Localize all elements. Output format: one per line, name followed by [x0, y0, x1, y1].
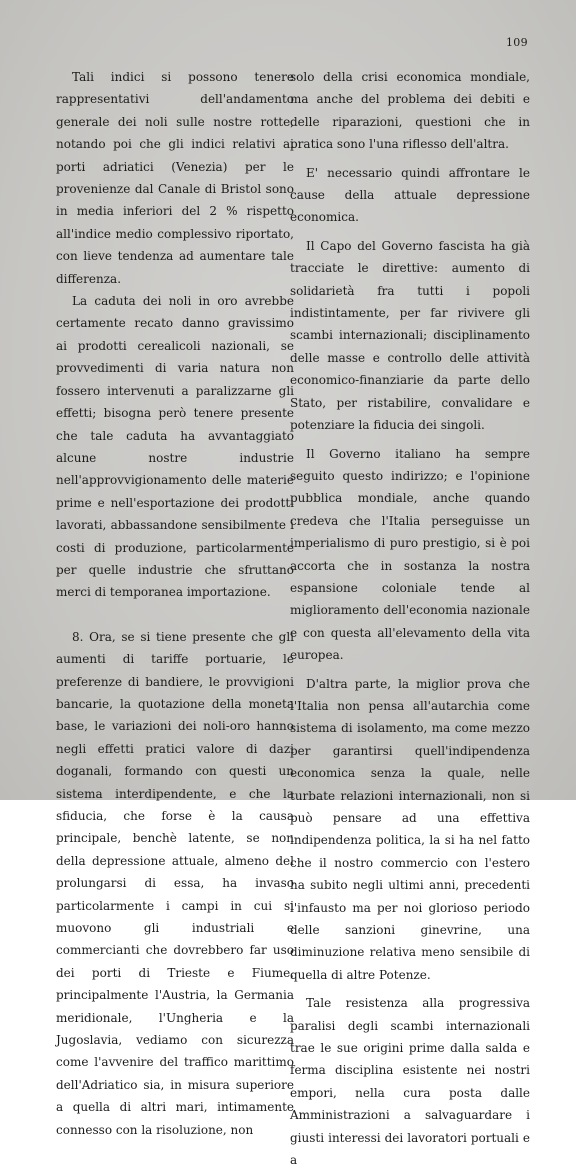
paragraph: Tale resistenza alla progressiva paralisi degli scambi internazionali trae le sue origini prime dalla salda e ferma disciplina esistente nei nostri empori, nella cura posta dalle Amministrazioni a salvaguardare i giusti interessi dei lavoratori portuali e a: [290, 996, 530, 1168]
paragraph: La caduta dei noli in oro avrebbe certamente recato danno gravissimo ai prodotti cerealicoli nazionali, se provvedimenti di varia natura non fossero intervenuti a paralizzarne gli effetti; bisogna però tenere presente che tale caduta ha avvantaggiato alcune nostre industrie nell'approvvigionamento delle materie prime e nell'esportazione dei prodotti lavorati, abbassandone sensibilmente i costi di produzione, particolarmente per quelle industrie che sfruttano merci di temporanea importazione.: [56, 294, 294, 600]
section-8-paragraph: 8. Ora, se si tiene presente che gli aumenti di tariffe portuarie, le preferenze di bandiere, le provvigioni bancarie, la quotazione della moneta base, le variazioni dei noli-oro hanno negli effetti pratici valore di dazi doganali, formando con questi un sistema interdipendente, e che la sfiducia, che forse è la causa principale, benchè latente, se non della depressione attuale, almeno del prolungarsi di essa, ha invaso particolarmente i campi in cui si muovono gli industriali e commercianti che dovrebbero far uso dei porti di Trieste e Fiume, principalmente l'Austria, la Germania meridionale, l'Ungheria e la Jugoslavia, vediamo con sicurezza come l'avvenire del traffico marittimo dell'Adriatico sia, in misura superiore a quella di altri mari, intimamente connesso con la risoluzione, non: [56, 629, 294, 1137]
paragraph: E' necessario quindi affrontare le cause della attuale depressione economica.: [290, 165, 530, 225]
page-number: 109: [506, 36, 528, 49]
paragraph: D'altra parte, la miglior prova che l'Italia non pensa all'autarchia come sistema di isolamento, ma come mezzo per garantirsi quell'indipendenza economica senza la quale, nelle turbate relazioni internazionali, non si può pensare ad una effettiva indipendenza politica, la si ha nel fatto che il nostro commercio con l'estero ha subito negli ultimi anni, precedenti l'infausto ma per noi glorioso periodo delle sanzioni ginevrine, una diminuzione relativa meno sensibile di quella di altre Potenze.: [290, 676, 530, 982]
right-text-column: [290, 66, 530, 1172]
paragraph: Il Capo del Governo fascista ha già tracciate le direttive: aumento di solidarietà fra tutti i popoli indistintamente, per far rivivere gli scambi internazionali; disciplinamento delle masse e controllo delle attività economico-finanziarie da parte dello Stato, per ristabilire, convalidare e potenziare la fiducia dei singoli.: [290, 238, 530, 433]
left-text-column: [56, 66, 294, 1141]
paragraph: Il Governo italiano ha sempre seguito questo indirizzo; e l'opinione pubblica mondiale, anche quando credeva che l'Italia perseguisse un imperialismo di puro prestigio, si è poi accorta che in sostanza la nostra espansione coloniale tende al miglioramento dell'economia nazionale e con questa all'elevamento della vita europea.: [290, 446, 530, 663]
paragraph: Tali indici si possono tenere rappresentativi dell'andamento generale dei noli sulle nostre rotte, notando poi che gli indici relativi ai porti adriatici (Venezia) per le provenienze dal Canale di Bristol sono in media inferiori del 2 % rispetto all'indice medio complessivo riportato, con lieve tendenza ad aumentare tale differenza.: [56, 70, 294, 286]
paragraph-continuation: solo della crisi economica mondiale, ma anche del problema dei debiti e delle riparazioni, questioni che in pratica sono l'una riflesso dell'altra.: [290, 70, 530, 152]
